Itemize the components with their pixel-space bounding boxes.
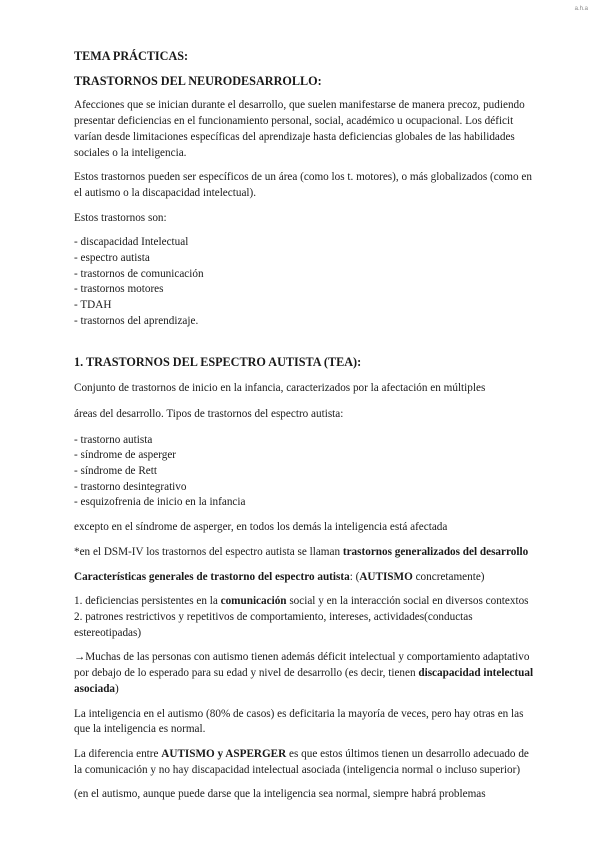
list-item: - discapacidad Intelectual bbox=[74, 235, 536, 251]
list-item: - espectro autista bbox=[74, 251, 536, 267]
disorders-list bbox=[74, 235, 536, 329]
difference-prefix: La diferencia entre bbox=[74, 747, 162, 760]
arrow-suffix: ) bbox=[115, 682, 119, 695]
dsm-note bbox=[74, 545, 536, 561]
characteristics-bold: Características generales de trastorno del espectro autista bbox=[74, 570, 350, 583]
list-item: - trastorno desintegrativo bbox=[74, 480, 536, 496]
tea-types-list bbox=[74, 433, 536, 512]
tema-title: TEMA PRÁCTICAS: bbox=[74, 49, 189, 63]
deficit-paragraph bbox=[74, 594, 536, 641]
dsm-note-bold: trastornos generalizados del desarrollo bbox=[342, 545, 529, 558]
list-item: - TDAH bbox=[74, 298, 536, 314]
difference-suffix: es que estos últimos tienen un desarrollo adecuado de la comunicación y no hay discapacidad intelectual asociada (inteligencia normal o incluso superior) bbox=[74, 747, 529, 776]
arrow-text: →Muchas de las personas con autismo tienen además déficit intelectual y comportamiento adaptativo por debajo de lo esperado para su edad y nivel de desarrollo (es decir, tienen bbox=[74, 651, 530, 680]
list-item: - síndrome de Rett bbox=[74, 464, 536, 480]
last-line: (en el autismo, aunque puede darse que la inteligencia sea normal, siempre habrá problemas bbox=[74, 788, 486, 801]
list-item: - esquizofrenia de inicio en la infancia bbox=[74, 495, 536, 511]
arrow-bold: discapacidad intelectual asociada bbox=[74, 667, 534, 695]
section-title: TRASTORNOS DEL NEURODESARROLLO: bbox=[74, 73, 322, 88]
document-page bbox=[74, 49, 536, 803]
characteristics-mid: : ( bbox=[349, 570, 360, 583]
dsm-note-text: *en el DSM-IV los trastornos del espectro autista se llaman bbox=[74, 545, 343, 558]
difference-bold: AUTISMO y ASPERGER bbox=[161, 747, 287, 760]
list-item: - síndrome de asperger bbox=[74, 448, 536, 464]
tea-title: 1. TRASTORNOS DEL ESPECTRO AUTISTA (TEA): bbox=[74, 354, 362, 369]
specific-paragraph: Estos trastornos pueden ser específicos de un área (como los t. motores), o más globalizados (como en el autismo o la discapacidad intelectual). bbox=[74, 171, 532, 199]
list-item: - trastornos del aprendizaje. bbox=[74, 314, 536, 330]
corner-watermark: a.h.a bbox=[574, 6, 588, 12]
list-item: - trastorno autista bbox=[74, 433, 536, 449]
characteristics-suffix: concretamente) bbox=[412, 570, 485, 583]
intro-paragraph: Afecciones que se inician durante el desarrollo, que suelen manifestarse de manera precoz, pudiendo presentar deficiencias en el funcionamiento personal, social, académico u ocupacional. Los déficit varían desde limitaciones específicas del aprendizaje hasta deficiencias globales de las habilidades sociales o la inteligencia. bbox=[74, 99, 525, 159]
tea-definition-line2: áreas del desarrollo. Tipos de trastornos del espectro autista: bbox=[74, 407, 344, 420]
list-intro: Estos trastornos son: bbox=[74, 211, 167, 224]
characteristics-heading bbox=[74, 570, 536, 586]
characteristics-autismo: AUTISMO bbox=[359, 570, 413, 583]
deficit-suffix: social y en la interacción social en diversos contextos 2. patrones restrictivos y repetitivos de comportamiento, intereses, actividades(conductas estereotipadas) bbox=[74, 595, 529, 639]
list-item: - trastornos de comunicación bbox=[74, 267, 536, 283]
exception-note: excepto en el síndrome de asperger, en todos los demás la inteligencia está afectada bbox=[74, 521, 448, 534]
tea-definition-line1: Conjunto de trastornos de inicio en la infancia, caracterizados por la afectación en múltiples bbox=[74, 382, 486, 395]
deficit-prefix: 1. deficiencias persistentes en la bbox=[74, 595, 221, 608]
difference-paragraph bbox=[74, 747, 536, 778]
list-item: - trastornos motores bbox=[74, 282, 536, 298]
deficit-bold: comunicación bbox=[220, 595, 287, 608]
arrow-paragraph bbox=[74, 650, 536, 697]
intelligence-paragraph: La inteligencia en el autismo (80% de casos) es deficitaria la mayoría de veces, pero hay otras en las que la inteligencia es normal. bbox=[74, 707, 524, 736]
